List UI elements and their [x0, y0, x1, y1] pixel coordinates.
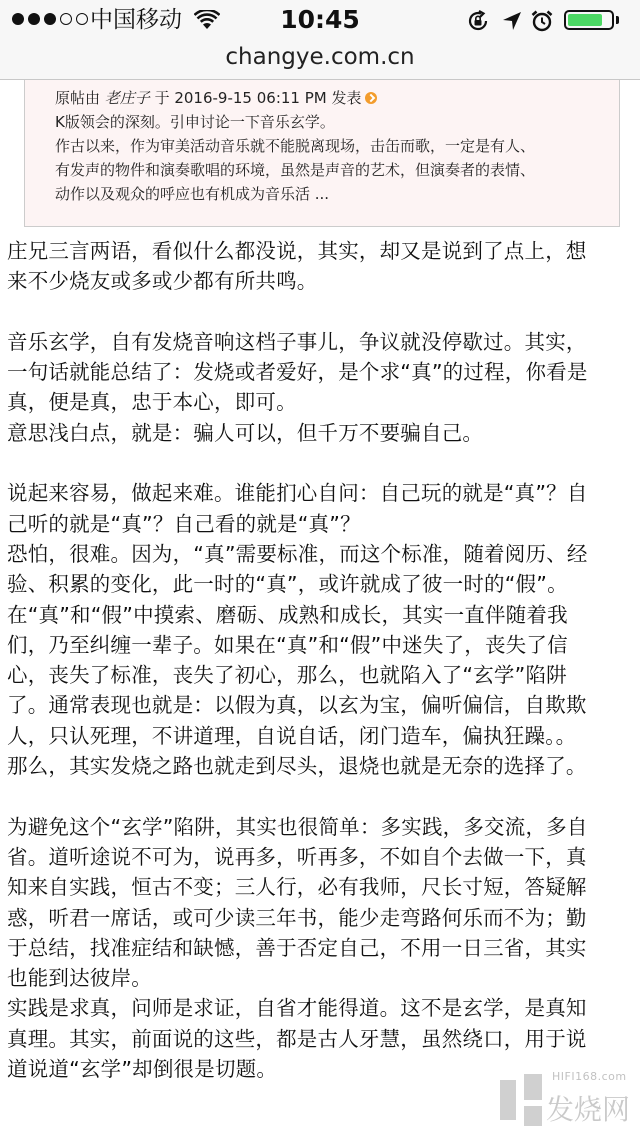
post-paragraph: 在“真”和“假”中摸索、磨砺、成熟和成长，其实一直伴随着我 们，乃至纠缠一辈子。如果在“真”和“假”中迷失了，丧失了信 心，丧失了标准，丧失了初心，那么，也就陷入了“玄学”陷阱 了。通常表现也就是：以假为真，以玄为宝，偏听偏信，自欺欺 人，只认死理，不讲道理，自说自话，闭门造车，偏执狂躁。。 那么，其实发烧之路也就走到尽头，退烧也就是无奈的选择了。	[7, 602, 587, 779]
watermark-site: HIFI168.com	[552, 1070, 627, 1083]
post-paragraph: 意思浅白点，就是：骗人可以，但千万不要骗自己。	[7, 420, 484, 445]
quote-line: 有发声的物件和演奏歌唱的环境，虽然是声音的艺术，但演奏者的表情、	[55, 161, 536, 179]
paragraph-spacer	[7, 297, 637, 327]
post-paragraph: 实践是求真，问师是求证，自省才能得道。这不是玄学，是真知 真理。其实，前面说的这些，都是古人牙慧，虽然绕口，用于说 道说道“玄学”却倒很是切题。	[7, 996, 587, 1082]
paragraph-spacer	[7, 781, 637, 811]
battery-cap	[616, 16, 619, 24]
clock: 10:45	[280, 5, 360, 34]
address-bar[interactable]: changye.com.cn	[0, 40, 640, 80]
post-body	[7, 236, 637, 1084]
post-paragraph: 庄兄三言两语，看似什么都没说，其实，却又是说到了点上，想 来不少烧友或多或少都有所共鸣。	[7, 239, 587, 294]
quote-box	[24, 80, 620, 227]
paragraph-spacer	[7, 448, 637, 478]
quote-line: 作古以来，作为审美活动音乐就不能脱离现场，击缶而歌，一定是有人、	[55, 137, 536, 155]
quote-line: 动作以及观众的呼应也有机成为音乐活 ...	[55, 185, 330, 203]
quote-date: 于 2016-9-15 06:11 PM 发表	[149, 89, 362, 107]
post-paragraph: 音乐玄学，自有发烧音响这档子事儿，争议就没停歇过。其实， 一句话就能总结了：发烧或者爱好，是个求“真”的过程，你看是 真，便是真，忠于本心，即可。	[7, 329, 588, 415]
post-paragraph: 恐怕，很难。因为，“真”需要标准，而这个标准，随着阅历、经 验、积累的变化，此一时的“真”，或许就成了彼一时的“假”。	[7, 541, 588, 597]
watermark-name: 发烧网	[546, 1093, 631, 1126]
post-paragraph: 为避免这个“玄学”陷阱，其实也很简单：多实践，多交流，多自 省。道听途说不可为，说再多，听再多，不如自个去做一下，真 知来自实践，恒古不变；三人行，必有我师，尺长寸短，答疑解 惑，听君一席话，或可少读三年书，能少走弯路何乐而不为；勤 于总结，找准症结和缺憾，善于否定自己，不用一日三省，其实 也能到达彼岸。	[7, 814, 588, 991]
carrier-name: 中国移动	[90, 7, 182, 33]
post-paragraph: 说起来容易，做起来难。谁能扪心自问：自己玩的就是“真”？自 己听的就是“真”？自己看的就是“真”？	[7, 481, 588, 536]
battery-level-fill	[568, 14, 602, 26]
quote-meta	[55, 86, 619, 110]
battery-icon	[564, 10, 614, 30]
status-bar	[0, 0, 640, 40]
rotation-lock-icon	[466, 9, 490, 33]
go-to-post-icon[interactable]	[365, 92, 377, 104]
location-icon	[502, 11, 522, 31]
site-watermark	[494, 1064, 640, 1136]
quote-line: K版领会的深刻。引申讨论一下音乐玄学。	[55, 113, 335, 131]
quote-author-link[interactable]: 老庄子	[104, 89, 150, 107]
quote-prefix: 原帖由	[55, 89, 105, 107]
watermark-logo-icon	[496, 1070, 546, 1130]
alarm-icon	[530, 9, 554, 33]
